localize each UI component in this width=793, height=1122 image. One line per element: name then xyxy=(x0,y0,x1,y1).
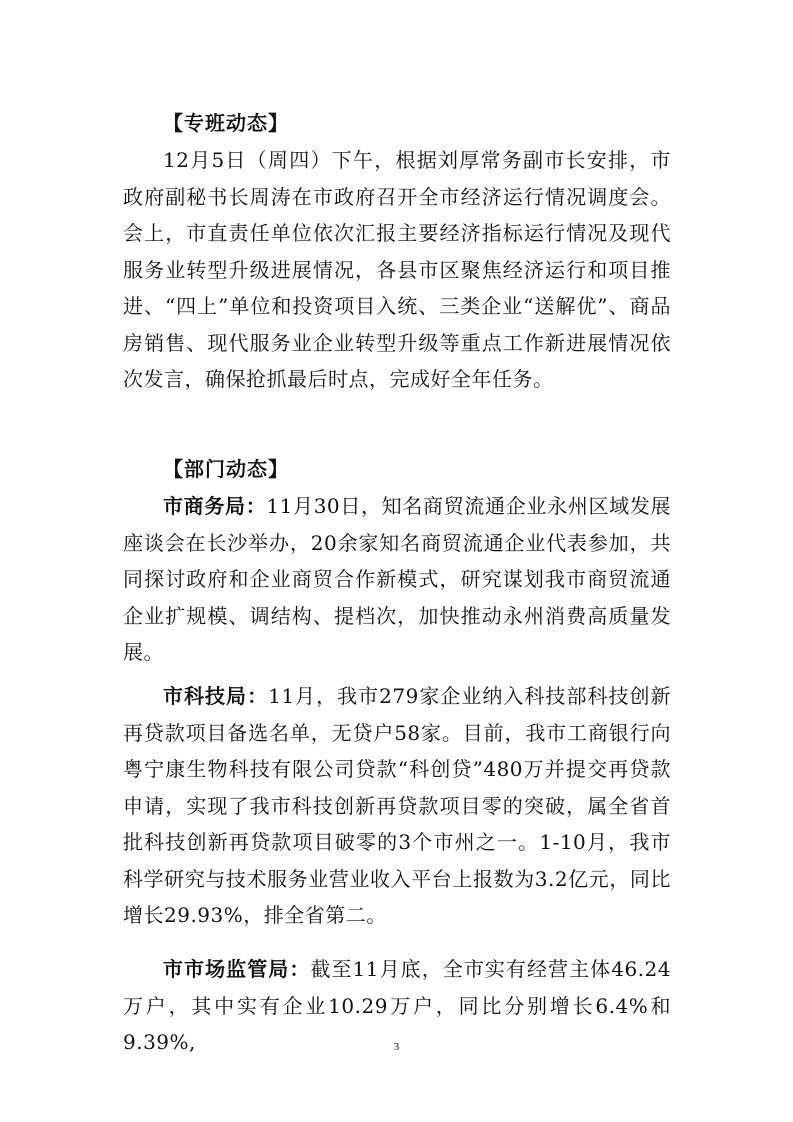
department-text-market-regulation: 截至11月底，全市实有经营主体46.24万户，其中实有企业10.29万户，同比分别增长6.4%和9.39%, xyxy=(123,957,671,1054)
department-section-heading: 【部门动态】 xyxy=(163,457,289,481)
department-name-commerce: 市商务局： xyxy=(163,494,267,518)
department-text-science: 11月，我市279家企业纳入科技部科技创新再贷款项目备选名单，无贷户58家。目前，我市工商银行向粤宁康生物科技有限公司贷款“科创贷”480万并提交再贷款申请，实现了我市科技创新再贷款项目零的突破，属全省首批科技创新再贷款项目破零的3个市州之一。1-10月，我市科学研究与技术服务业营业收入平台上报数为3.2亿元，同比增长29.93%，排全省第二。 xyxy=(123,684,672,927)
special-section-heading: 【专班动态】 xyxy=(163,111,289,135)
department-name-market-regulation: 市市场监管局： xyxy=(163,957,311,981)
special-section-paragraph: 12月5日（周四）下午，根据刘厚常务副市长安排，市政府副秘书长周涛在市政府召开全市经济运行情况调度会。会上，市直责任单位依次汇报主要经济指标运行情况及现代服务业转型升级进展情况，各县市区聚焦经济运行和项目推进、“四上”单位和投资项目入统、三类企业“送解优”、商品房销售、现代服务业企业转型升级等重点工作新进展情况依次发言，确保抢抓最后时点，完成好全年任务。 xyxy=(123,148,671,391)
department-item-science xyxy=(123,678,671,934)
page-number: 3 xyxy=(393,1041,400,1053)
department-name-science: 市科技局： xyxy=(163,684,269,708)
department-text-commerce: 11月30日，知名商贸流通企业永州区域发展座谈会在长沙举办，20余家知名商贸流通企业代表参加，共同探讨政府和企业商贸合作新模式，研究谋划我市商贸流通企业扩规模、调结构、提档次，加快推动永州消费高质量发展。 xyxy=(123,494,671,664)
department-item-commerce xyxy=(123,488,671,671)
